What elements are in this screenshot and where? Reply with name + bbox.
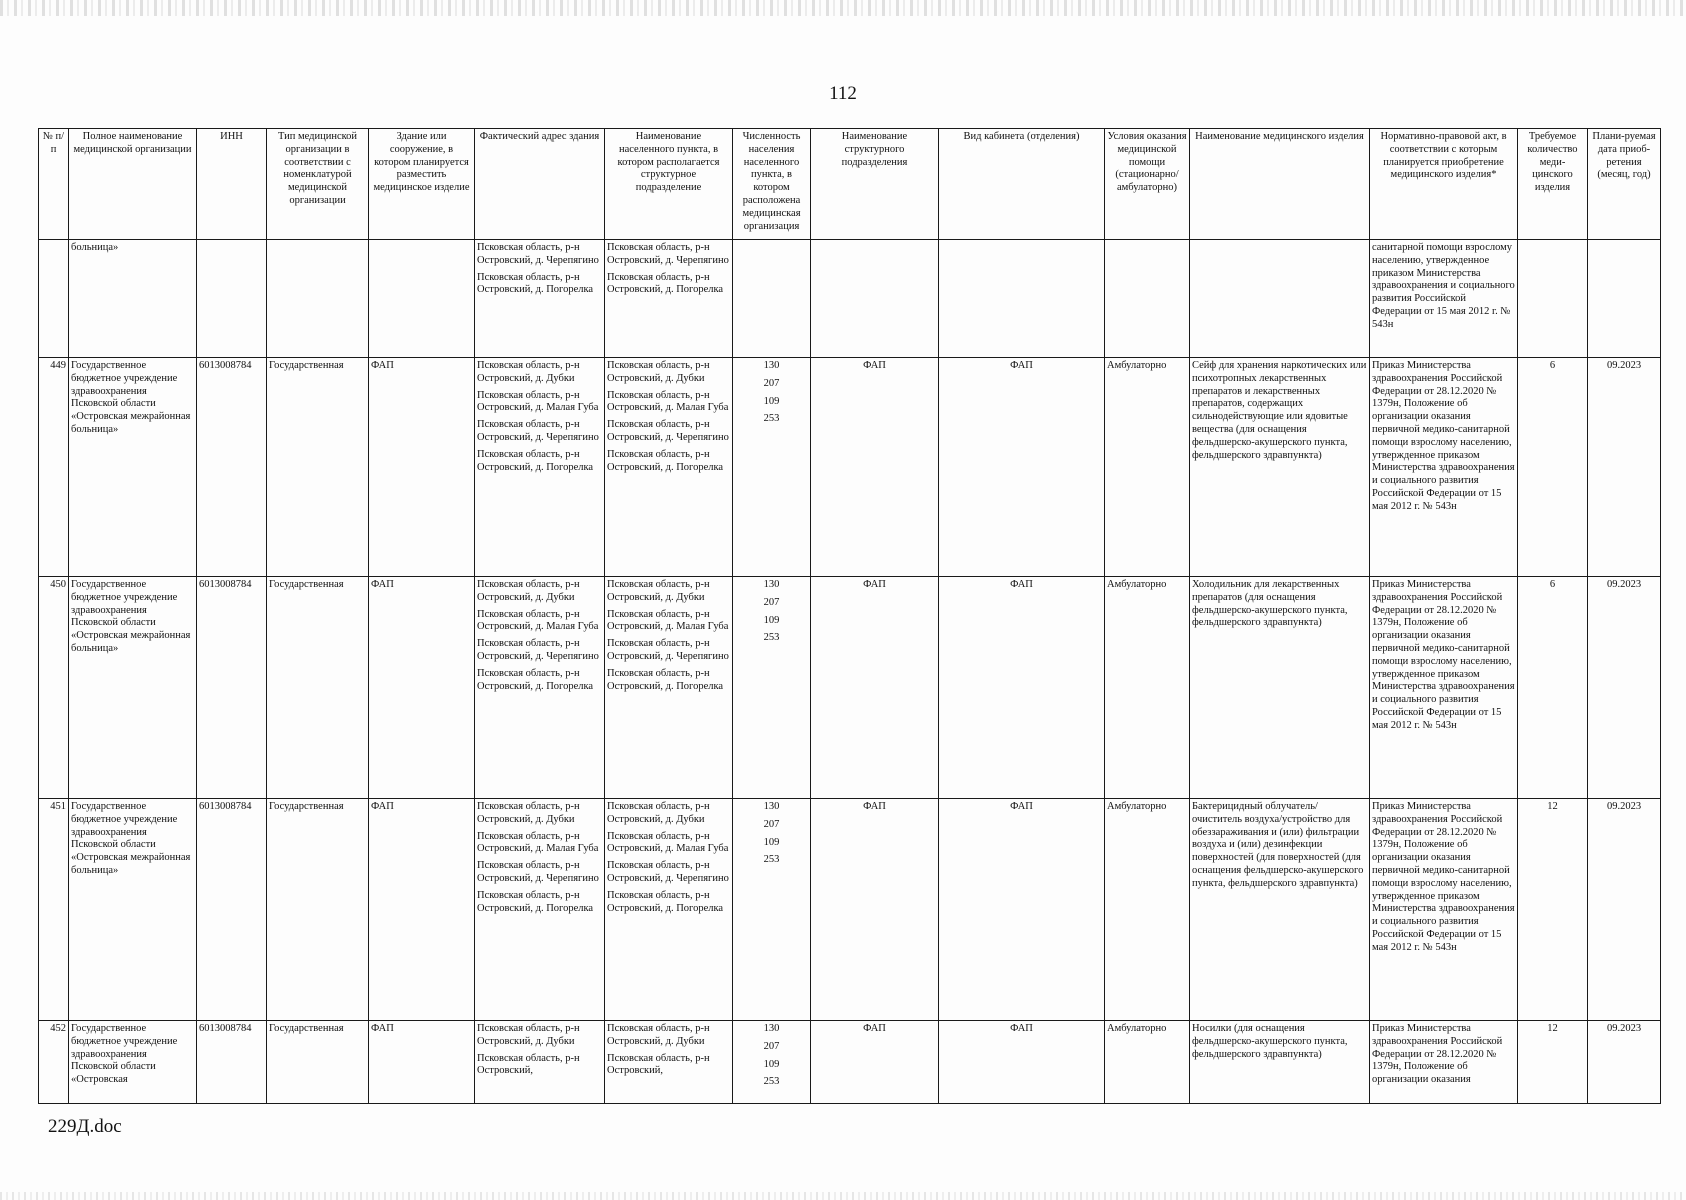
cell-date	[1588, 240, 1661, 358]
cell-building: ФАП	[369, 1021, 475, 1104]
address-line: Псковская область, р-н Островский, д. Черепягино	[477, 419, 599, 443]
address-line: Псковская область, р-н Островский, д. Дубки	[477, 801, 580, 825]
cell-subdivision: ФАП	[811, 577, 939, 799]
cell-conditions: Амбулаторно	[1105, 577, 1190, 799]
table-row	[39, 799, 1661, 1021]
cell-population	[733, 1021, 811, 1104]
settlement-line: Псковская область, р-н Островский, д. Черепягино	[607, 638, 729, 662]
population-value: 130	[763, 579, 780, 590]
settlement-line: Псковская область, р-н Островский, д. Малая Губа	[607, 608, 729, 633]
cell-population	[733, 240, 811, 358]
cell-building: ФАП	[369, 577, 475, 799]
address-line: Псковская область, р-н Островский, д. Погорелка	[477, 889, 594, 914]
cell-org: Государственное бюджетное учреждение здравоохранения Псковской области «Островская межрайонная больница»	[69, 799, 197, 1021]
cell-conditions: Амбулаторно	[1105, 358, 1190, 577]
address-line: Псковская область, р-н Островский, д. Погорелка	[477, 448, 594, 473]
population-value: 109	[763, 836, 780, 848]
population-value: 253	[763, 413, 780, 425]
settlement-line: Псковская область, р-н Островский, д. Погорелка	[607, 667, 724, 692]
table-row	[39, 358, 1661, 577]
header-building: Здание или сооружение, в котором планируется разместить медицинское изделие	[369, 129, 475, 240]
address-line: Псковская область, р-н Островский, д. Малая Губа	[477, 608, 599, 633]
cell-settlement	[605, 240, 733, 358]
population-value: 253	[763, 854, 780, 866]
cell-act: санитарной помощи взрослому населению, утвержденное приказом Министерства здравоохранения и социального развития Российской Федерации от 15 мая 2012 г. № 543н	[1370, 240, 1518, 358]
cell-device: Носилки (для оснащения фельдшерско-акушерского пункта, фельдшерского здравпункта)	[1190, 1021, 1370, 1104]
population-value: 130	[763, 360, 780, 371]
header-inn: ИНН	[197, 129, 267, 240]
header-act: Нормативно-правовой акт, в соответствии с которым планируется приобретение медицинского изделия*	[1370, 129, 1518, 240]
header-device: Наименование медицинского изделия	[1190, 129, 1370, 240]
cell-population	[733, 799, 811, 1021]
header-type: Тип медицинской организации в соответствии с номенклатурой медицинской организации	[267, 129, 369, 240]
cell-type: Государственная	[267, 358, 369, 577]
cell-act: Приказ Министерства здравоохранения Российской Федерации от 28.12.2020 № 1379н, Положение об организации оказания первичной медико-санитарной помощи взрослому населению, утвержденное приказом Министерства здравоохранения и социального развития Российской Федерации от 15 мая 2012 г. № 543н	[1370, 358, 1518, 577]
table-row	[39, 1021, 1661, 1104]
cell-subdivision: ФАП	[811, 799, 939, 1021]
cell-inn: 6013008784	[197, 577, 267, 799]
population-value: 109	[763, 395, 780, 407]
settlement-line: Псковская область, р-н Островский, д. Погорелка	[607, 889, 724, 914]
cell-inn: 6013008784	[197, 1021, 267, 1104]
settlement-line: Псковская область, р-н Островский, д. Черепягино	[607, 419, 729, 443]
cell-subdivision	[811, 240, 939, 358]
cell-conditions: Амбулаторно	[1105, 799, 1190, 1021]
cell-cabinet: ФАП	[939, 358, 1105, 577]
population-value: 130	[763, 801, 780, 812]
population-value: 207	[763, 596, 780, 608]
population-value: 109	[763, 1058, 780, 1070]
cell-conditions	[1105, 240, 1190, 358]
address-line: Псковская область, р-н Островский, д. Дубки	[477, 579, 580, 603]
cell-org: Государственное бюджетное учреждение здравоохранения Псковской области «Островская	[69, 1021, 197, 1104]
settlement-line: Псковская область, р-н Островский, д. Дубки	[607, 1023, 710, 1047]
cell-device: Сейф для хранения наркотических или психотропных лекарственных препаратов и лекарственных препаратов, содержащих сильнодействующие или ядовитые вещества (для оснащения фельдшерско-акушерского пункта, фельдшерского здравпункта)	[1190, 358, 1370, 577]
cell-subdivision: ФАП	[811, 1021, 939, 1104]
cell-date: 09.2023	[1588, 1021, 1661, 1104]
cell-address	[475, 1021, 605, 1104]
cell-cabinet: ФАП	[939, 1021, 1105, 1104]
address-line: Псковская область, р-н Островский, д. Черепягино	[477, 860, 599, 884]
cell-settlement	[605, 577, 733, 799]
table-row	[39, 577, 1661, 799]
cell-org: больница»	[69, 240, 197, 358]
settlement-line: Псковская область, р-н Островский,	[607, 1052, 710, 1077]
cell-num: 451	[39, 799, 69, 1021]
header-address: Фактический адрес здания	[475, 129, 605, 240]
header-settlement: Наименование населенного пункта, в котором располагается структурное подразделение	[605, 129, 733, 240]
header-row	[39, 129, 1661, 240]
scan-edge-bottom	[0, 1192, 1686, 1200]
population-value: 130	[763, 1023, 780, 1034]
cell-cabinet	[939, 240, 1105, 358]
cell-settlement	[605, 799, 733, 1021]
cell-type: Государственная	[267, 799, 369, 1021]
table-row-continuation	[39, 240, 1661, 358]
settlement-line: Псковская область, р-н Островский, д. Малая Губа	[607, 830, 729, 855]
cell-date: 09.2023	[1588, 799, 1661, 1021]
cell-device: Бактерицидный облучатель/очиститель воздуха/устройство для обеззараживания и (или) фильтрации воздуха и (или) дезинфекции поверхностей (для поверхностей (для оснащения фельдшерско-акушерского пункта, фельдшерского здравпункта)	[1190, 799, 1370, 1021]
header-num: № п/п	[39, 129, 69, 240]
header-conditions: Условия оказания медицинской помощи (стационарно/ амбулаторно)	[1105, 129, 1190, 240]
settlement-line: Псковская область, р-н Островский, д. Черепягино	[607, 242, 729, 266]
header-cabinet: Вид кабинета (отделения)	[939, 129, 1105, 240]
address-line: Псковская область, р-н Островский,	[477, 1052, 580, 1077]
cell-inn	[197, 240, 267, 358]
cell-act: Приказ Министерства здравоохранения Российской Федерации от 28.12.2020 № 1379н, Положение об организации оказания первичной медико-санитарной помощи взрослому населению, утвержденное приказом Министерства здравоохранения и социального развития Российской Федерации от 15 мая 2012 г. № 543н	[1370, 577, 1518, 799]
cell-act: Приказ Министерства здравоохранения Российской Федерации от 28.12.2020 № 1379н, Положение об организации оказания первичной медико-санитарной помощи взрослому населению, утвержденное приказом Министерства здравоохранения и социального развития Российской Федерации от 15 мая 2012 г. № 543н	[1370, 799, 1518, 1021]
settlement-line: Псковская область, р-н Островский, д. Погорелка	[607, 448, 724, 473]
footer-filename: 229Д.doc	[48, 1116, 122, 1137]
cell-population	[733, 358, 811, 577]
cell-address	[475, 240, 605, 358]
settlement-line: Псковская область, р-н Островский, д. Дубки	[607, 579, 710, 603]
cell-type	[267, 240, 369, 358]
cell-address	[475, 577, 605, 799]
cell-num: 449	[39, 358, 69, 577]
cell-cabinet: ФАП	[939, 799, 1105, 1021]
header-qty: Требуемое количество меди-цинского изделия	[1518, 129, 1588, 240]
address-line: Псковская область, р-н Островский, д. Погорелка	[477, 271, 594, 296]
cell-num	[39, 240, 69, 358]
cell-date: 09.2023	[1588, 358, 1661, 577]
address-line: Псковская область, р-н Островский, д. Погорелка	[477, 667, 594, 692]
population-value: 109	[763, 614, 780, 626]
cell-qty: 6	[1518, 358, 1588, 577]
settlement-line: Псковская область, р-н Островский, д. Малая Губа	[607, 389, 729, 414]
cell-subdivision: ФАП	[811, 358, 939, 577]
cell-num: 450	[39, 577, 69, 799]
cell-qty: 12	[1518, 799, 1588, 1021]
cell-qty: 12	[1518, 1021, 1588, 1104]
settlement-line: Псковская область, р-н Островский, д. Дубки	[607, 801, 710, 825]
address-line: Псковская область, р-н Островский, д. Черепягино	[477, 638, 599, 662]
cell-org: Государственное бюджетное учреждение здравоохранения Псковской области «Островская межрайонная больница»	[69, 358, 197, 577]
settlement-line: Псковская область, р-н Островский, д. Погорелка	[607, 271, 724, 296]
registry-table	[38, 128, 1661, 1104]
scan-edge-top	[0, 0, 1686, 16]
settlement-line: Псковская область, р-н Островский, д. Дубки	[607, 360, 710, 384]
cell-address	[475, 358, 605, 577]
cell-qty	[1518, 240, 1588, 358]
cell-device	[1190, 240, 1370, 358]
population-value: 207	[763, 377, 780, 389]
population-value: 253	[763, 632, 780, 644]
cell-settlement	[605, 358, 733, 577]
cell-act: Приказ Министерства здравоохранения Российской Федерации от 28.12.2020 № 1379н, Положение об организации оказания	[1370, 1021, 1518, 1104]
population-value: 207	[763, 1040, 780, 1052]
cell-qty: 6	[1518, 577, 1588, 799]
cell-inn: 6013008784	[197, 358, 267, 577]
header-subdivision: Наименование структурного подразделения	[811, 129, 939, 240]
cell-cabinet: ФАП	[939, 577, 1105, 799]
settlement-line: Псковская область, р-н Островский, д. Черепягино	[607, 860, 729, 884]
cell-date: 09.2023	[1588, 577, 1661, 799]
header-population: Численность населения населенного пункта, в котором расположена медицинская организация	[733, 129, 811, 240]
header-org: Полное наименование медицинской организации	[69, 129, 197, 240]
address-line: Псковская область, р-н Островский, д. Дубки	[477, 1023, 580, 1047]
cell-population	[733, 577, 811, 799]
address-line: Псковская область, р-н Островский, д. Черепягино	[477, 242, 599, 266]
cell-type: Государственная	[267, 1021, 369, 1104]
header-date: Плани-руемая дата приоб-ретения (месяц, год)	[1588, 129, 1661, 240]
address-line: Псковская область, р-н Островский, д. Дубки	[477, 360, 580, 384]
cell-building: ФАП	[369, 799, 475, 1021]
cell-device: Холодильник для лекарственных препаратов (для оснащения фельдшерско-акушерского пункта, фельдшерского здравпункта)	[1190, 577, 1370, 799]
cell-conditions: Амбулаторно	[1105, 1021, 1190, 1104]
population-value: 253	[763, 1076, 780, 1088]
population-value: 207	[763, 818, 780, 830]
cell-building: ФАП	[369, 358, 475, 577]
cell-org: Государственное бюджетное учреждение здравоохранения Псковской области «Островская межрайонная больница»	[69, 577, 197, 799]
cell-address	[475, 799, 605, 1021]
cell-settlement	[605, 1021, 733, 1104]
address-line: Псковская область, р-н Островский, д. Малая Губа	[477, 389, 599, 414]
cell-building	[369, 240, 475, 358]
cell-num: 452	[39, 1021, 69, 1104]
cell-type: Государственная	[267, 577, 369, 799]
address-line: Псковская область, р-н Островский, д. Малая Губа	[477, 830, 599, 855]
page-number: 112	[829, 83, 857, 104]
cell-inn: 6013008784	[197, 799, 267, 1021]
